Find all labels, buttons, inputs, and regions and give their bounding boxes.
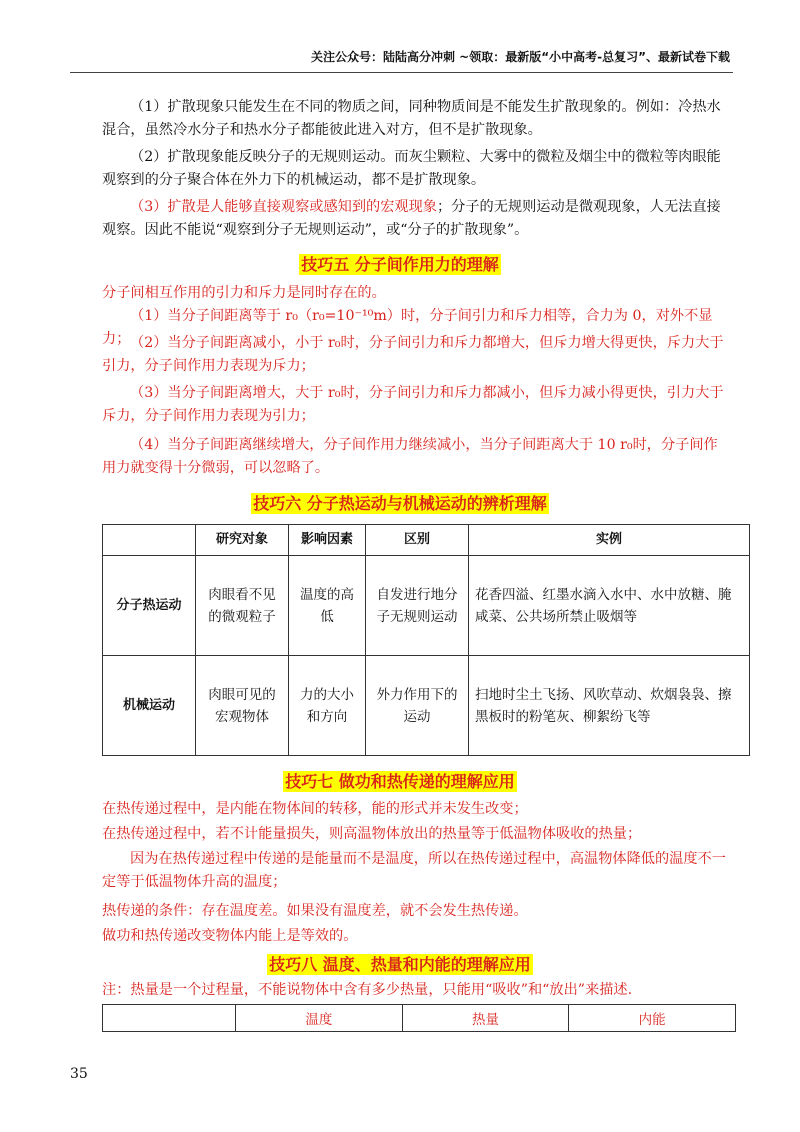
table-cell: 外力作用下的运动 [366, 656, 469, 756]
motion-comparison-table [102, 524, 750, 756]
section8-note: 注：热量是一个过程量，不能说物体中含有多少热量，只能用“吸收”和“放出”来描述. [102, 982, 633, 998]
table-cell: 肉眼看不见的微观粒子 [196, 556, 289, 656]
section7-line-4: 热传递的条件：存在温度差。如果没有温度差，就不会发生热传递。 [102, 903, 528, 919]
table-row [103, 556, 750, 656]
page-header: 关注公众号：陆陆高分冲刺 ~领取：最新版“小中高考-总复习”、最新试卷下载 [311, 50, 730, 64]
section5-item-4: （4）当分子间距离继续增大，分子间作用力继续减小，当分子间距离大于 10 r₀时，分子间作用力就变得十分微弱，可以忽略了。 [102, 437, 718, 476]
table-cell: 温度的高低 [289, 556, 366, 656]
table-row [103, 656, 750, 756]
table-cell: 肉眼可见的宏观物体 [196, 656, 289, 756]
section8-title [0, 952, 800, 975]
table-header-cell [103, 525, 196, 556]
table-header-cell [103, 1005, 236, 1032]
intro-paragraph-1: （1）扩散现象只能发生在不同的物质之间，同种物质间是不能发生扩散现象的。例如：冷热水混合，虽然冷水分子和热水分子都能彼此进入对方，但不是扩散现象。 [102, 99, 721, 138]
table-row-head: 机械运动 [103, 656, 196, 756]
section5-lead: 分子间相互作用的引力和斥力是同时存在的。 [102, 285, 386, 301]
intro-paragraph-3-red: （3）扩散是人能够直接观察或感知到的宏观现象 [130, 199, 437, 215]
intro-paragraph-3 [102, 196, 730, 242]
section6-title [0, 491, 800, 514]
section6-title-text: 技巧六 分子热运动与机械运动的辨析理解 [253, 494, 547, 513]
table-header-cell: 影响因素 [289, 525, 366, 556]
table-row-head: 分子热运动 [103, 556, 196, 656]
heat-comparison-table [102, 1004, 736, 1032]
table-header-cell: 热量 [402, 1005, 569, 1032]
section7-line-2: 在热传递过程中，若不计能量损失，则高温物体放出的热量等于低温物体吸收的热量； [102, 826, 642, 842]
section5-item-2: （2）当分子间距离减小，小于 r₀时，分子间引力和斥力都增大，但斥力增大得更快，斥力大于引力，分子间作用力表现为斥力； [102, 335, 724, 374]
table-cell: 扫地时尘土飞扬、风吹草动、炊烟袅袅、擦黑板时的粉笔灰、柳絮纷飞等 [469, 656, 750, 756]
table-cell: 花香四溢、红墨水滴入水中、水中放糖、腌咸菜、公共场所禁止吸烟等 [469, 556, 750, 656]
page-number: 35 [70, 1066, 88, 1082]
table-header-cell: 研究对象 [196, 525, 289, 556]
section7-title [0, 769, 800, 792]
section7-title-text: 技巧七 做功和热传递的理解应用 [285, 772, 515, 791]
section7-line-3: 因为在热传递过程中传递的是能量而不是温度，所以在热传递过程中，高温物体降低的温度不一定等于低温物体升高的温度； [102, 851, 726, 890]
table-header-cell: 温度 [236, 1005, 403, 1032]
section5-title-text: 技巧五 分子间作用力的理解 [301, 255, 499, 274]
table-header-cell: 实例 [469, 525, 750, 556]
table-header-cell: 内能 [569, 1005, 736, 1032]
section5-item-3: （3）当分子间距离增大，大于 r₀时，分子间引力和斥力都减小，但斥力减小得更快，引力大于斥力，分子间作用力表现为引力； [102, 385, 724, 424]
table-cell: 力的大小和方向 [289, 656, 366, 756]
section5-title [0, 252, 800, 275]
table-header-cell: 区别 [366, 525, 469, 556]
intro-paragraph-3-black: ；分子的无规则运动是微观现象，人无法直接观察。因此不能说“观察到分子无规则运动”，或“分子的扩散现象”。 [102, 199, 721, 238]
section7-line-1: 在热传递过程中，是内能在物体间的转移，能的形式并未发生改变； [102, 801, 528, 817]
section8-title-text: 技巧八 温度、热量和内能的理解应用 [269, 955, 531, 974]
header-rule [70, 72, 733, 73]
table-cell: 自发进行地分子无规则运动 [366, 556, 469, 656]
table-header-row [103, 1005, 736, 1032]
section5-item-1: （1）当分子间距离等于 r₀（r₀=10⁻¹⁰m）时，分子间引力和斥力相等，合力为 0，对外不显力； [102, 308, 713, 347]
section7-line-5: 做功和热传递改变物体内能上是等效的。 [102, 928, 358, 944]
table-header-row [103, 525, 750, 556]
intro-paragraph-2: （2）扩散现象能反映分子的无规则运动。而灰尘颗粒、大雾中的微粒及烟尘中的微粒等肉眼能观察到的分子聚合体在外力下的机械运动，都不是扩散现象。 [102, 149, 721, 188]
